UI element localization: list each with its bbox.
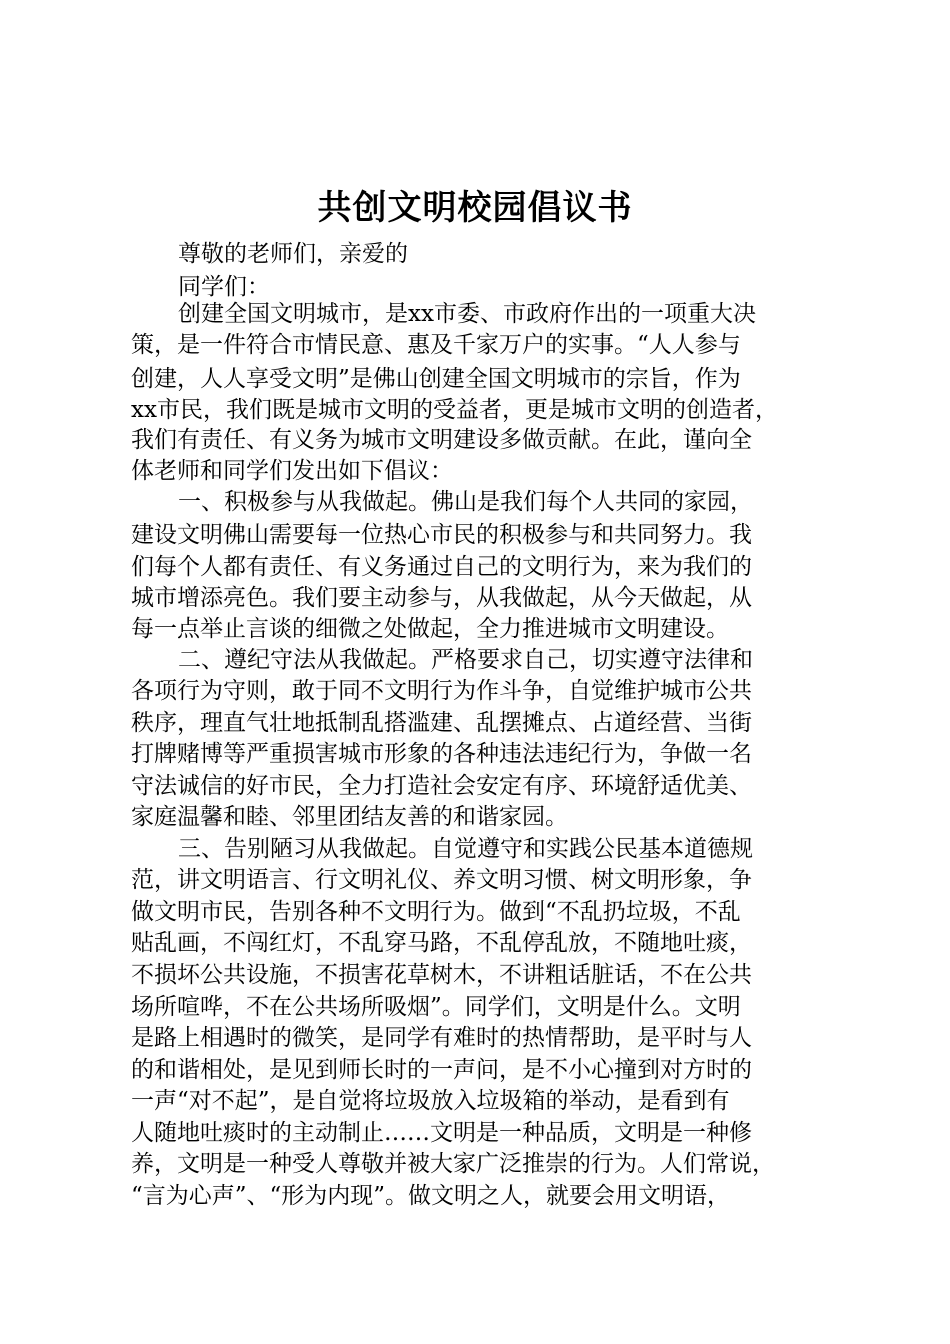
body-line: 每一点举止言谈的细微之处做起，全力推进城市文明建设。 bbox=[131, 616, 729, 642]
body-line: 打牌赌博等严重损害城市形象的各种违法违纪行为，争做一名 bbox=[131, 741, 752, 767]
body-line: 城市增添亮色。我们要主动参与，从我做起，从今天做起，从 bbox=[131, 585, 752, 611]
body-line: 二、遵纪守法从我做起。严格要求自己，切实遵守法律和 bbox=[178, 647, 753, 673]
body-line: 一声“对不起”，是自觉将垃圾放入垃圾箱的举动，是看到有 bbox=[131, 1088, 730, 1114]
body-line: 是路上相遇时的微笑，是同学有难时的热情帮助，是平时与人 bbox=[131, 1025, 752, 1051]
body-line: “言为心声”、“形为内现”。做文明之人，就要会用文明语， bbox=[131, 1183, 731, 1209]
body-line: 三、告别陋习从我做起。自觉遵守和实践公民基本道德规 bbox=[178, 836, 753, 862]
body-line: 创建全国文明城市，是xx市委、市政府作出的一项重大决 bbox=[178, 301, 756, 327]
body-line: 体老师和同学们发出如下倡议： bbox=[131, 458, 453, 484]
body-line: 我们有责任、有义务为城市文明建设多做贡献。在此，谨向全 bbox=[131, 427, 752, 453]
body-line: 贴乱画，不闯红灯，不乱穿马路，不乱停乱放，不随地吐痰， bbox=[131, 930, 752, 956]
body-line: 的和谐相处，是见到师长时的一声问，是不小心撞到对方时的 bbox=[131, 1057, 752, 1083]
body-line: 不损坏公共设施，不损害花草树木，不讲粗话脏话，不在公共 bbox=[131, 962, 752, 988]
body-line: 人随地吐痰时的主动制止……文明是一种品质，文明是一种修 bbox=[131, 1120, 752, 1146]
body-line: 养，文明是一种受人尊敬并被大家广泛推崇的行为。人们常说， bbox=[131, 1151, 775, 1177]
body-line: 策，是一件符合市情民意、惠及千家万户的实事。“人人参与 bbox=[131, 332, 741, 358]
document-title: 共创文明校园倡议书 bbox=[317, 188, 633, 228]
salutation-line: 同学们： bbox=[178, 274, 270, 300]
body-line: 建设文明佛山需要每一位热心市民的积极参与和共同努力。我 bbox=[131, 522, 752, 548]
body-line: 一、积极参与从我做起。佛山是我们每个人共同的家园， bbox=[178, 489, 753, 515]
body-line: 们每个人都有责任、有义务通过自己的文明行为，来为我们的 bbox=[131, 554, 752, 580]
body-line: xx市民，我们既是城市文明的受益者，更是城市文明的创造者， bbox=[131, 397, 778, 423]
body-line: 做文明市民，告别各种不文明行为。做到“不乱扔垃圾，不乱 bbox=[131, 899, 741, 925]
body-line: 秩序，理直气壮地抵制乱搭滥建、乱摆摊点、占道经营、当街 bbox=[131, 710, 752, 736]
salutation-line: 尊敬的老师们，亲爱的 bbox=[178, 241, 408, 267]
body-line: 各项行为守则，敢于同不文明行为作斗争，自觉维护城市公共 bbox=[131, 678, 752, 704]
body-line: 范，讲文明语言、行文明礼仪、养文明习惯、树文明形象，争 bbox=[131, 867, 752, 893]
body-line: 家庭温馨和睦、邻里团结友善的和谐家园。 bbox=[131, 804, 568, 830]
body-line: 场所喧哗，不在公共场所吸烟”。同学们，文明是什么。文明 bbox=[131, 994, 741, 1020]
body-line: 创建，人人享受文明”是佛山创建全国文明城市的宗旨，作为 bbox=[131, 366, 741, 392]
body-line: 守法诚信的好市民，全力打造社会安定有序、环境舒适优美、 bbox=[131, 773, 752, 799]
